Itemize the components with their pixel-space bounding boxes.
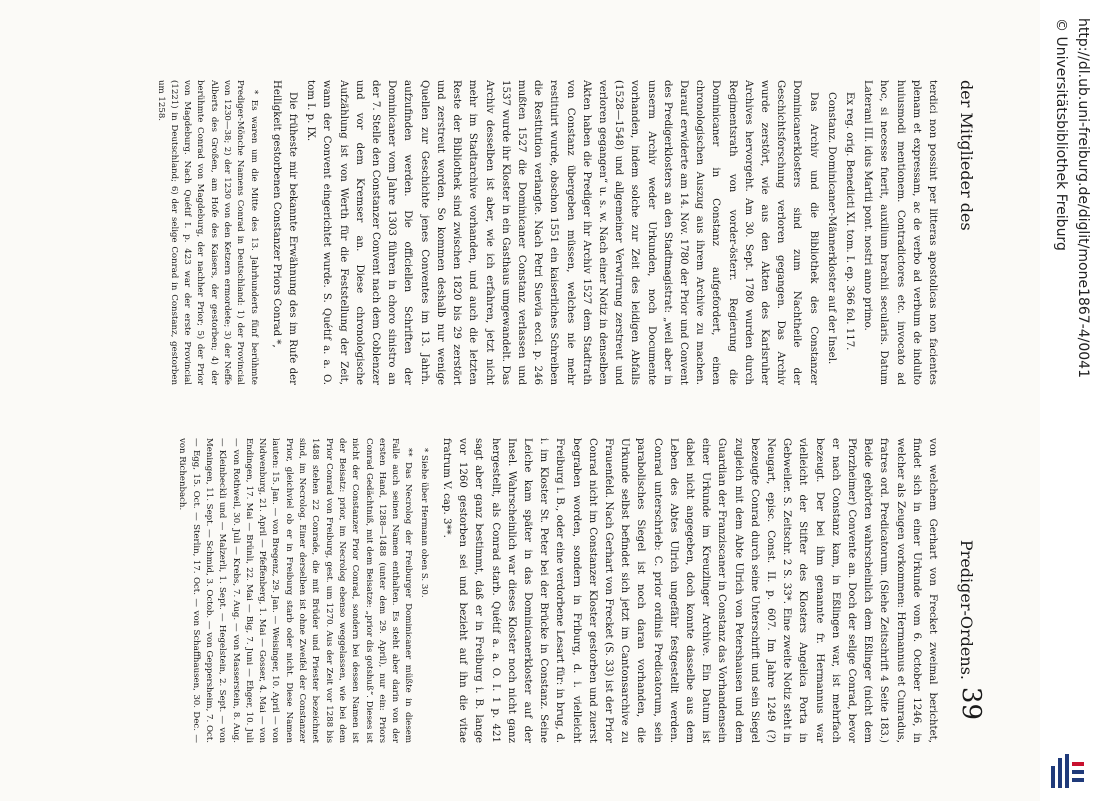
- running-head-right: Prediger-Ordens.: [957, 539, 976, 680]
- footnote-block: [153, 80, 259, 385]
- paragraph: Das Archiv und die Bibliothek des Constanzer Dominicanerklosters sind zum Nachtheile der Geschichtsforschung verloren gegangen. Das Archiv wurde zerstört, wie aus den Akten des Karlsruher Archives hervorgeht. Am 30. Sept. 1780 wurden durch Regimentsrath von vorder-österr. Regierung die Dominicaner in Constanz aufgefordert, einen chronologischen Auszug aus ihrem Archive zu machen. Darauf erwiderte am 14. Nov. 1780 der Prior und Convent des Predigerklosters an den Stadtmagistrat: „weil aber in unserm Archiv weder Urkunden, noch Documente vorhanden, indem solche zur Zeit des leidigen Abfalls (1528—1548) und allgemeiner Verwirrung zerstreut und verloren gegangen“ u. s. w. Nach einer Notiz in denselben Akten haben die Prediger ihr Archiv 1527 dem Stadtrath von Constanz übergeben müssen, welches nie mehr restituirt wurde, obschon 1551 ein kaiserliches Schreiben die Restitution verlangte. Nach Petri Suevia eccl. p. 246 mußten 1527 die Dominicaner Constanz verlassen und 1537 wurde ihr Kloster in ein Gasthaus umgewandelt. Das Archiv desselben ist aber, wie ich erfahren, jetzt nicht mehr im Stadtarchive vorhanden, und auch die letzten Reste der Bibliothek sind zwischen 1820 bis 29 zerstört und zerstreut worden. So kommen deshalb nur wenige Quellen zur Geschichte jenes Conventes im 13. Jahrh. aufzufinden werden. Die officiellen Schriften der Dominicaner vom Jahre 1303 führen in choro sinistro an der 7. Stelle den Constanzer Convent nach dem Coblenzer und vor dem Kremser an. Diese chronologische Aufzählung ist von Werth für die Feststellung der Zeit, wann der Convent eingerichtet wurde. S. Quétif a. a. O. tom I. p. IX.: [305, 80, 819, 385]
- footnote: * Es waren um die Mitte des 13. Jahrhunderts fünf berühmte Prediger-Mönche Namens Conrad in Deutschland: 1) der Provincial von 1230—38; 2) der 1230 von den Ketzern ermordete; 3) der Neffe Alberts des Großen, am Hofe des Kaisers, der gestorben; 4) der berühmte Conrad von Magdeburg, der nachher Prior; 5) der Prior von Magdeburg. Nach Quétif I. p. 423 war der erste Provincial (1221) in Deutschland; 6) der selige Conrad in Constanz, gestorben um 1258.: [155, 80, 259, 385]
- footnote: ** Das Necrolog der Freiburger Dominicaner müßte in diesem Falle auch seinen Namen enthalten. Es steht aber darin von der ersten Hand, 1288—1488 (unter dem 29. April), nur ein: Priors Conrad Gedächtniß, mit dem Beisatze: „prior dis gotshuß“. Dieses ist nicht der Constanzer Prior Conrad, sondern bei dessen Namen ist der Beisatz: prior, im Necrolog ebenso weggelassen, wie bei dem Prior Conrad von Freiburg, gest. um 1270. Aus der Zeit vor 1288 bis 1488 stehen 22 Conrade, die mit Brüder und Priester bezeichnet sind, im Necrolog. Einer derselben ist ohne Zweifel der Constanzer Prior, gleichviel ob er in Freiburg starb oder nicht. Diese Namen lauten: 15. Jan. — von Bregenz, 29. Jan. — Weisinger, 10. April — von Nidwenburg, 21. April — Pfeffenberg, 1. Mai — Gosser, 4. Mai — von Endingen, 17. Mai — Brünli, 22. Mai — Big, 7. Juni — Ehger, 10. Juli — von Rothweil, 30. Juli — Krebs, 7. Aug. — von Masserstein, 8. Aug. — Kleinbeckli und — Malzerli, 1. Sept. — Hegelstein, 2. Sept. — von Meningen, 11. Sept. — Schmid, 3. Octob. — von Geppersheim, 7. Oct. — Egg, 15. Oct. — Sterlin, 17. Oct. — von Schaffhausen, 30. Dec. — von Richenbach.: [177, 438, 414, 744]
- watermark-rotated: [1040, 0, 1097, 801]
- paragraph: Die früheste mir bekannte Erwähnung des im Rufe der Heiligkeit gestorbenen Constanzer Priors Conrad *,: [270, 80, 299, 385]
- running-head-left: der Mitglieder des: [957, 80, 976, 231]
- copyright-notice: © Universitätsbibliothek Freiburg: [1053, 18, 1069, 251]
- section-heading: Constanz. Dominicaner-Männerkloster auf der Insel.: [825, 92, 837, 365]
- paragraph: von welchem Gerhart von Frecket zweimal berichtet, findet sich in einer Urkunde vom 6. October 1246, in welcher als Zeugen vorkommen: Hermannus et Cunradus, fratres ord. Predicatorum. (Siehe Zeitschrift 4 Seite 183.) Beide gehörten wahrscheinlich dem Eßlinger (nicht dem Pforzheimer) Convente an. Doch der selige Conrad, bevor er nach Constanz kam, in Eßlingen war, ist mehrfach bezeugt. Der bei ihm genannte fr. Hermannus war vielleicht der Stifter des Klosters Angelica Porta in Gebweiler. S. Zeitschr. 2 S. 33*. Eine zweite Notiz steht in Neugart, episc. Const. II. p. 607. Im Jahre 1249 (?) bezeugte Conrad durch seine Unterschrift und sein Siegel zugleich mit dem Abte Ulrich von Petershausen und dem Guardian der Franziscaner in Constanz das Vorhandensein einer Urkunde im Kreuzlinger Archive. Ein Datum ist dabei nicht angegeben, doch konnte dasselbe aus dem Leben des Abtes Ulrich ungefähr festgestellt werden. Conrad unterschrieb: C. prior ordinis Predicatorum, sein parabolisches Siegel ist noch daran vorhanden, die Urkunde selbst befindet sich jetzt im Cantonsarchive zu Frauenfeld. Nach Gerhart von Frecket (S. 33) ist der Prior Conrad nicht im Constanzer Kloster gestorben und zuerst begraben worden, sondern in Friburg, d. i. vielleicht Freiburg i. B., oder eine verdorbene Lesart für: in brug, d. i. im Kloster St. Peter bei der Brücke in Constanz. Seine Leiche kam später in das Dominicanerkloster auf der Insel. Wahrscheinlich war dieses Kloster noch nicht ganz hergestellt, als Conrad starb. Quétif a. a. O. I. 1 p. 421 sagt aber ganz bestimmt, daß er in Freiburg i. B. lange vor 1260 gestorben sei und bezieht auf ihn die vitae fratrum V. cap. 3**.: [440, 438, 938, 743]
- footnote-block: [175, 438, 430, 743]
- right-column: [173, 438, 940, 743]
- footnote: * Siehe über Hermann oben S. 30.: [418, 448, 429, 598]
- running-head: [942, 80, 986, 720]
- ub-freiburg-logo-icon: [1049, 752, 1087, 790]
- source-url[interactable]: http://dl.ub.uni-freiburg.de/diglit/mone1867-4/0041: [1075, 18, 1091, 378]
- left-column: [151, 80, 940, 385]
- watermark-strip: [1040, 0, 1097, 801]
- page-number: 39: [956, 686, 986, 720]
- paragraph: Ex reg. orig. Benedicti XI. tom. I. ep. 366 fol. 117.: [843, 92, 855, 351]
- paragraph: terdici non possint per litteras apostolicas non facientes plenam et expressam, ac de verbo ad verbum de indulto huiusmodi mentionem. Contradictores etc. invocato ad hoc, si necesse fuerit, auxilium brachii secularis. Datum Laterani III. idus Martii pont. nostri anno primo.: [862, 80, 938, 385]
